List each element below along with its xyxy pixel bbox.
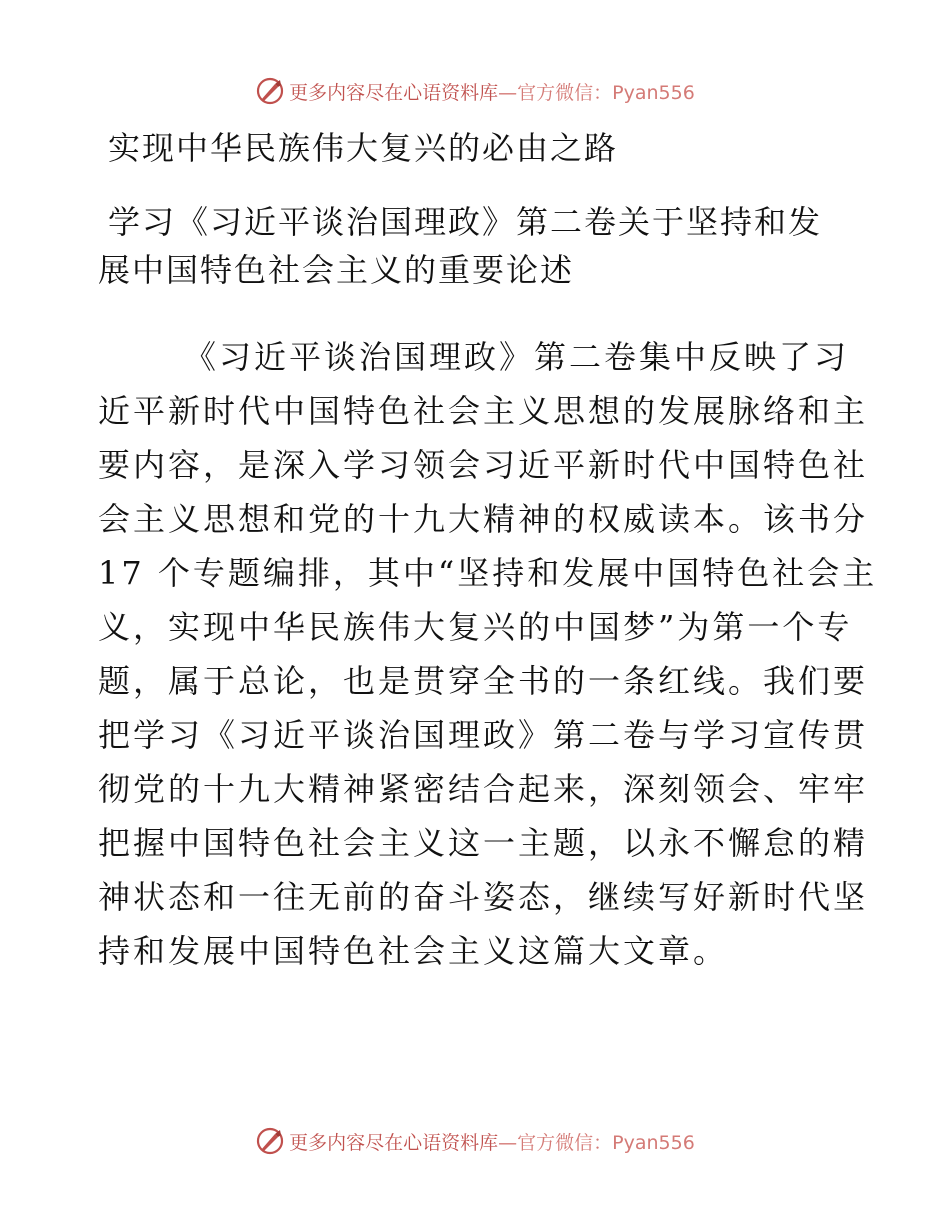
body-line: 近平新时代中国特色社会主义思想的发展脉络和主 bbox=[98, 392, 869, 430]
body-line: 题，属于总论，也是贯穿全书的一条红线。我们要 bbox=[98, 662, 869, 700]
body-line: 会主义思想和党的十九大精神的权威读本。该书分 bbox=[98, 500, 869, 538]
body-line: 把学习《习近平谈治国理政》第二卷与学习宣传贯 bbox=[98, 716, 869, 754]
body-line: 义，实现中华民族伟大复兴的中国梦”为第一个专 bbox=[98, 608, 853, 646]
body-paragraph bbox=[98, 330, 878, 978]
body-line: 17 个专题编排，其中“坚持和发展中国特色社会主 bbox=[98, 554, 878, 592]
quill-pen-icon bbox=[255, 76, 285, 106]
body-line: 把握中国特色社会主义这一主题，以永不懈怠的精 bbox=[98, 824, 869, 862]
banner-wechat: —官方微信：Pyan556 bbox=[498, 82, 695, 104]
banner-text: 更多内容尽在心语资料库 bbox=[289, 1132, 499, 1154]
body-line: 神状态和一往无前的奋斗姿态，继续写好新时代坚 bbox=[98, 878, 869, 916]
body-line: 《习近平谈治国理政》第二卷集中反映了习 bbox=[184, 338, 850, 376]
subtitle-line: 展中国特色社会主义的重要论述 bbox=[98, 251, 575, 289]
header-watermark-banner bbox=[0, 78, 950, 108]
body-line: 要内容，是深入学习领会习近平新时代中国特色社 bbox=[98, 446, 869, 484]
subtitle-line: 学习《习近平谈治国理政》第二卷关于坚持和发 bbox=[108, 203, 823, 241]
banner-text: 更多内容尽在心语资料库 bbox=[289, 82, 499, 104]
document-title: 实现中华民族伟大复兴的必由之路 bbox=[108, 129, 619, 167]
body-line: 彻党的十九大精神紧密结合起来，深刻领会、牢牢 bbox=[98, 770, 869, 808]
quill-pen-icon bbox=[255, 1126, 285, 1156]
document-subtitle bbox=[98, 198, 858, 294]
footer-watermark-banner bbox=[0, 1128, 950, 1158]
banner-wechat: —官方微信：Pyan556 bbox=[498, 1132, 695, 1154]
body-line: 持和发展中国特色社会主义这篇大文章。 bbox=[98, 932, 729, 970]
